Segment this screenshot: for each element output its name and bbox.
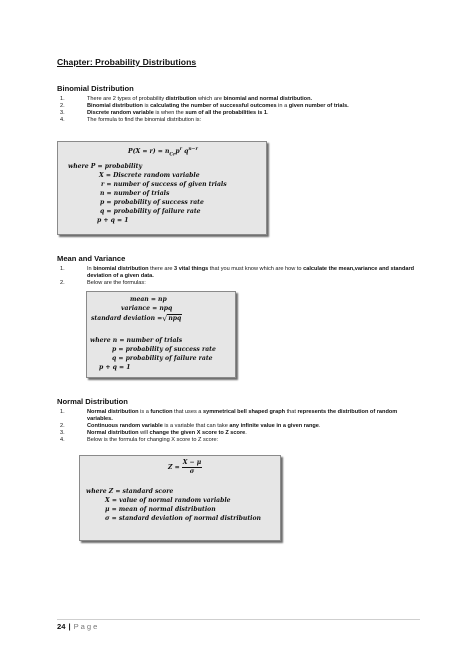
list-text: Discrete random variable [87,109,154,116]
footer-separator: | [68,622,71,631]
list-text: sum of all the probabilities is 1 [185,109,267,116]
binomial-list [57,96,417,124]
list-text: is a [138,409,151,415]
binomial-heading: Binomial Distribution [57,84,134,93]
mean-variance-box [86,291,236,378]
variance-formula: variance = npq [121,305,173,312]
page-word: Page [73,622,100,631]
list-text: that uses a [172,409,203,415]
list-text: any infinite value in a given range [229,422,319,429]
normal-where-3: σ = standard deviation of normal distribution [105,515,261,522]
list-text: represents the distribution of random variables. [87,409,398,422]
list-text: binomial and normal distribution. [223,96,313,102]
list-number: 1. [60,266,65,272]
normal-where-2: μ = mean of normal distribution [105,506,216,513]
list-text: distribution [165,96,197,102]
list-text: in a [276,102,289,109]
list-item [57,280,417,287]
normal-heading: Normal Distribution [57,397,128,406]
binomial-formula: $P(X = r) = n_{Cr}p^r$ $q^{n-r}$ [128,147,198,158]
list-text: 3 vital things [174,266,209,272]
footer-divider [57,619,420,620]
list-text: that you must know which are how to [208,266,304,272]
list-item [57,117,417,124]
chapter-title: Chapter: Probability Distributions [57,57,197,67]
binomial-where-2: r = number of success of given trials [101,181,227,188]
list-item [57,409,417,423]
list-text: is a variable that can take [162,422,230,429]
normal-where-1: X = value of normal random variable [105,497,231,504]
normal-formula-box [79,455,281,541]
list-text: . [267,109,269,116]
list-item [57,110,417,117]
list-text: given number of trials. [288,102,349,109]
list-text: calculate the mean,variance and standard deviation of a given data. [87,266,415,279]
binomial-where-4: p = probability of success rate [100,199,204,206]
list-number: 2. [60,422,65,429]
mean-formula: mean = np [130,296,167,303]
list-item [57,430,417,437]
list-item [57,423,417,430]
list-number: 2. [60,279,65,286]
mean-variance-list [57,266,417,287]
mv-where-1: p = probability of success rate [112,346,216,353]
binomial-where-1: X = Discrete random variable [99,172,200,179]
mv-where-0: where n = number of trials [90,337,183,344]
list-text: . [245,429,247,436]
list-text: The formula to find the binomial distribution is: [87,116,202,123]
list-text: There are 2 types of probability [87,96,166,102]
list-text: is [142,102,151,109]
list-number: 3. [60,109,65,116]
page-footer [57,622,99,631]
list-item [57,96,417,103]
z-formula: Z = $\frac{X - \mu}{\sigma}$ [168,459,202,475]
binomial-where-3: n = number of trials [100,190,170,197]
list-text: Below are the formulas: [87,279,146,286]
list-text: symmetrical bell shaped graph [202,409,286,415]
list-text: Continuous random variable [87,422,163,429]
list-text: In [87,266,94,272]
list-text: there are [148,266,175,272]
binomial-where-6: p + q = 1 [97,217,129,224]
list-text: . [318,422,321,429]
list-item [57,437,417,444]
list-text: is when the [153,109,186,116]
list-number: 2. [60,102,65,109]
sd-formula: standard deviation = √ npq [91,313,182,323]
list-text: change the given X score to Z score [149,429,246,436]
list-item [57,266,417,280]
list-text: which are [196,96,224,102]
normal-list [57,409,417,444]
list-number: 1. [60,409,65,415]
list-item [57,103,417,110]
mv-where-3: p + q = 1 [99,364,131,371]
list-number: 4. [60,116,65,123]
list-number: 3. [60,429,65,436]
list-text: that [285,409,298,415]
list-text: calculating the number of successful outcomes [150,102,277,109]
mv-where-2: q = probability of failure rate [112,355,213,362]
page-number: 24 [57,622,66,631]
list-text: Below is the formula for changing X score to Z score: [87,436,219,443]
mean-variance-heading: Mean and Variance [57,254,126,263]
binomial-where-5: q = probability of failure rate [100,208,201,215]
normal-where-0: where Z = standard score [86,488,174,495]
list-text: Normal distribution [87,409,139,415]
list-text: will [138,429,150,436]
list-number: 4. [60,436,65,443]
list-text: function [150,409,173,415]
binomial-where-0: where P = probability [68,163,142,170]
list-text: Normal distribution [87,429,139,436]
list-text: Binomial distribution [87,102,143,109]
list-text: binomial distribution [93,266,149,272]
list-number: 1. [60,96,65,102]
binomial-formula-box [57,141,267,235]
